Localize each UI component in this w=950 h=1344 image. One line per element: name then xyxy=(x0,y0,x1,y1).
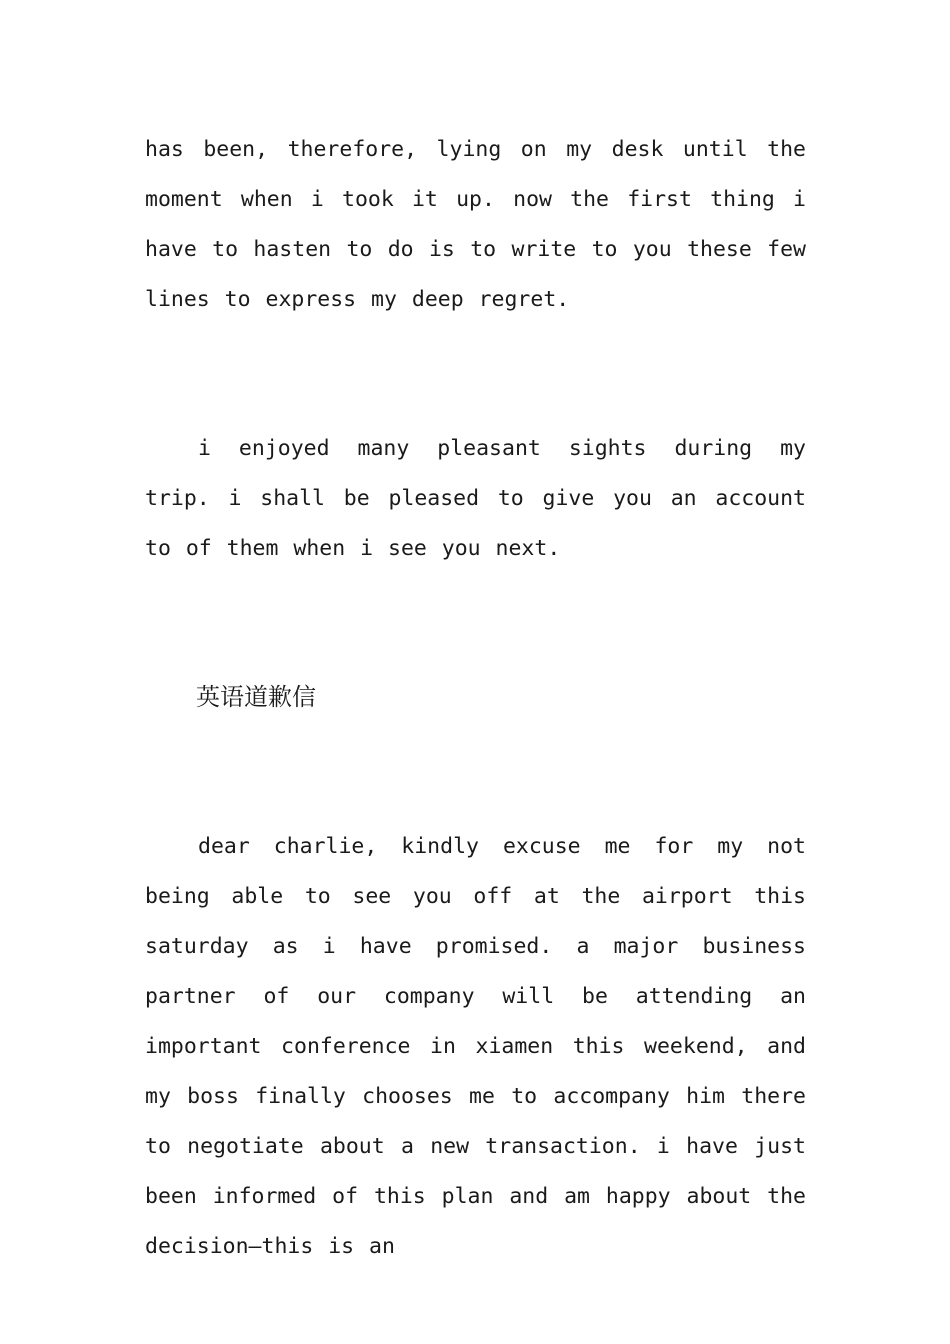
section-heading: 英语道歉信 xyxy=(196,683,316,711)
paragraph-trip: i enjoyed many pleasant sights during my trip. i shall be pleased to give you an account to of them when i see you next. xyxy=(145,436,806,561)
paragraph-continuation: has been, therefore, lying on my desk until the moment when i took it up. now the first thing i have to hasten to do is to write to you these few lines to express my deep regret. xyxy=(145,137,806,312)
paragraph-letter: dear charlie, kindly excuse me for my not being able to see you off at the airport this saturday as i have promised. a major business partner of our company will be attending an important conference in xiamen this weekend, and my boss finally chooses me to accompany him there to negotiate about a new transaction. i have just been informed of this plan and am happy about the decision—this is an xyxy=(145,834,806,1259)
